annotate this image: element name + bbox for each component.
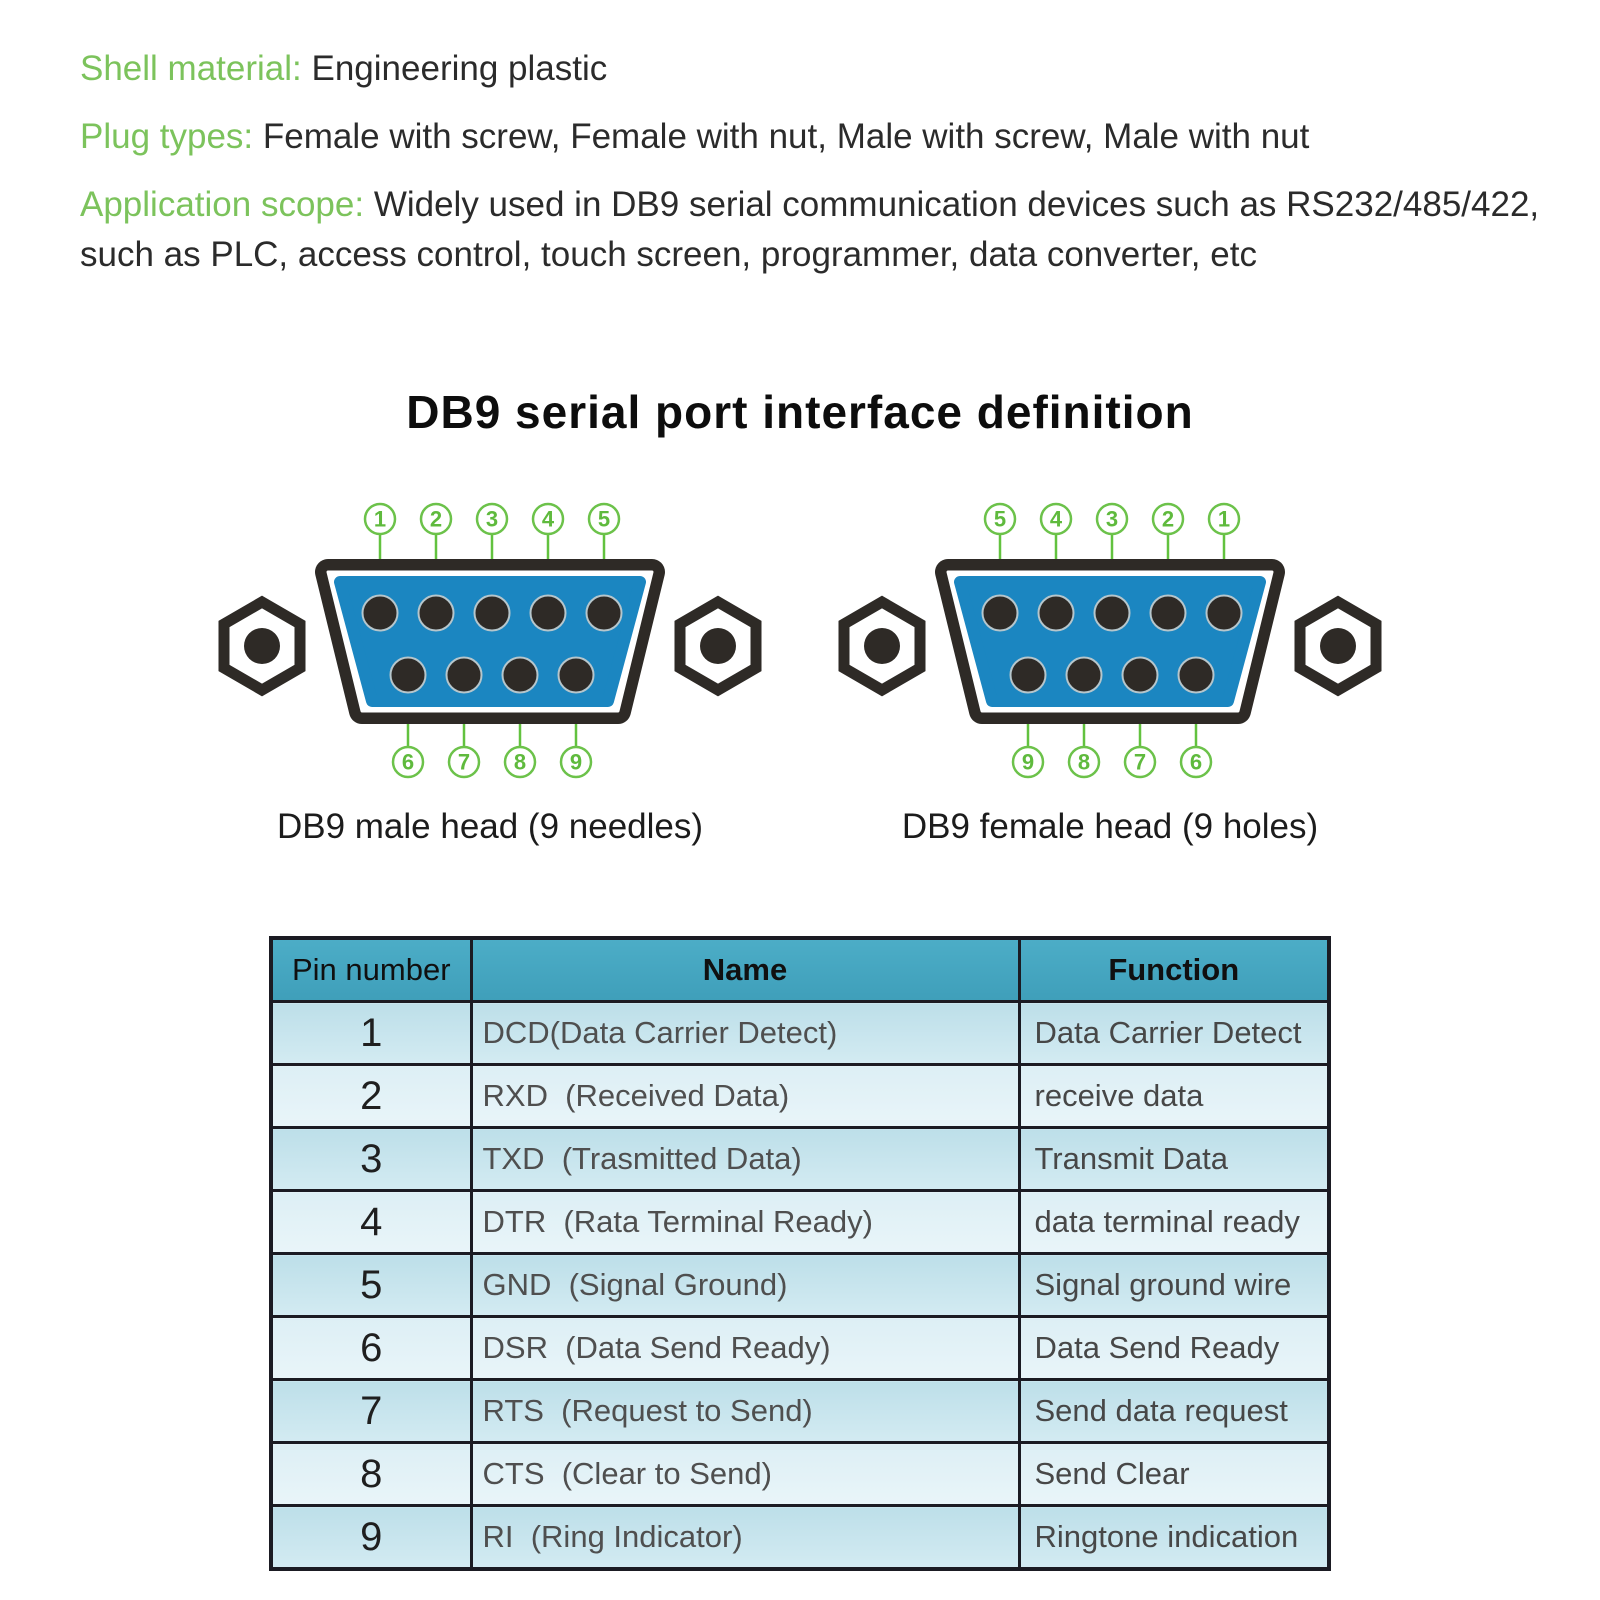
table-row <box>271 1254 1329 1317</box>
female-caption: DB9 female head (9 holes) <box>901 807 1319 846</box>
pin-function-cell: Data Send Ready <box>1019 1317 1329 1380</box>
pin-name-cell: DTR (Rata Terminal Ready) <box>471 1191 1019 1254</box>
pin-name-cell: GND (Signal Ground) <box>471 1254 1019 1317</box>
pin-function-cell: Send Clear <box>1019 1443 1329 1506</box>
connector-shell <box>328 572 652 711</box>
pin-number-label: 5 <box>993 506 1007 532</box>
pin-dot <box>419 596 454 631</box>
spec-label: Shell material: <box>80 49 302 88</box>
pin-number-cell: 4 <box>271 1191 471 1254</box>
pin-dot <box>475 596 510 631</box>
pin-name-cell: RTS (Request to Send) <box>471 1380 1019 1443</box>
table-row <box>271 1506 1329 1570</box>
pin-number-cell: 7 <box>271 1380 471 1443</box>
pin-dot <box>587 596 622 631</box>
pin-number-cell: 8 <box>271 1443 471 1506</box>
pin-number-cell: 3 <box>271 1128 471 1191</box>
pin-number-label: 1 <box>373 506 387 532</box>
connector-shell <box>948 572 1272 711</box>
pin-dot <box>983 596 1018 631</box>
pin-number-cell: 9 <box>271 1506 471 1570</box>
pin-number-label: 9 <box>569 749 583 775</box>
left-nut-icon <box>224 602 300 690</box>
table-row <box>271 1191 1329 1254</box>
pin-number-label: 1 <box>1217 506 1231 532</box>
pin-number-label: 9 <box>1021 749 1035 775</box>
spec-shell-material <box>80 44 1542 94</box>
pin-dot <box>1095 596 1130 631</box>
db9-female-diagram <box>830 488 1390 798</box>
right-nut-icon <box>1300 602 1376 690</box>
top-pin-number-badges <box>985 504 1239 534</box>
pin-dot <box>1039 596 1074 631</box>
header-pin-number: Pin number <box>271 938 471 1002</box>
male-caption: DB9 male head (9 needles) <box>276 807 704 846</box>
pin-name-cell: TXD (Trasmitted Data) <box>471 1128 1019 1191</box>
db9-male-diagram <box>210 488 770 798</box>
pin-number-cell: 1 <box>271 1002 471 1065</box>
pin-number-label: 7 <box>457 749 471 775</box>
pin-name-cell: DSR (Data Send Ready) <box>471 1317 1019 1380</box>
top-pin-number-badges <box>365 504 619 534</box>
connector-figures <box>0 488 1600 848</box>
pin-number-label: 8 <box>513 749 527 775</box>
pin-dot <box>1067 658 1102 693</box>
pin-number-label: 3 <box>485 506 499 532</box>
pin-number-label: 7 <box>1133 749 1147 775</box>
table-row <box>271 1380 1329 1443</box>
spec-label: Plug types: <box>80 117 254 156</box>
pin-dot <box>1179 658 1214 693</box>
pin-dot <box>363 596 398 631</box>
pin-number-cell: 5 <box>271 1254 471 1317</box>
table-row <box>271 1128 1329 1191</box>
pin-function-cell: Ringtone indication <box>1019 1506 1329 1570</box>
pin-number-label: 3 <box>1105 506 1119 532</box>
pin-number-cell: 2 <box>271 1065 471 1128</box>
pin-function-cell: Signal ground wire <box>1019 1254 1329 1317</box>
pin-number-label: 4 <box>541 506 555 532</box>
table-row <box>271 1065 1329 1128</box>
pin-function-cell: Transmit Data <box>1019 1128 1329 1191</box>
db9-male-figure <box>210 488 770 848</box>
pin-dot <box>1151 596 1186 631</box>
pin-dot <box>447 658 482 693</box>
table-row <box>271 1317 1329 1380</box>
left-nut-icon <box>844 602 920 690</box>
pin-dot <box>391 658 426 693</box>
pin-name-cell: CTS (Clear to Send) <box>471 1443 1019 1506</box>
pin-function-cell: receive data <box>1019 1065 1329 1128</box>
spec-value: Engineering plastic <box>311 49 608 88</box>
table-row <box>271 1443 1329 1506</box>
header-name: Name <box>471 938 1019 1002</box>
section-title: DB9 serial port interface definition <box>406 386 1194 438</box>
pin-name-cell: RI (Ring Indicator) <box>471 1506 1019 1570</box>
bottom-pin-number-badges <box>393 747 591 777</box>
spec-value: Widely used in DB9 serial communication devices such as RS232/485/422, such as PLC, access control, touch screen, programmer, data converter, etc <box>80 185 1540 274</box>
pin-dot <box>1123 658 1158 693</box>
spec-plug-types <box>80 112 1542 162</box>
table-row <box>271 1002 1329 1065</box>
pin-dot <box>1011 658 1046 693</box>
pin-dot <box>559 658 594 693</box>
pin-number-label: 2 <box>429 506 443 532</box>
pin-function-cell: Data Carrier Detect <box>1019 1002 1329 1065</box>
product-specs <box>0 0 1600 280</box>
pin-name-cell: RXD (Received Data) <box>471 1065 1019 1128</box>
right-nut-icon <box>680 602 756 690</box>
pin-definition-table <box>269 936 1331 1571</box>
header-function: Function <box>1019 938 1329 1002</box>
pin-function-cell: Send data request <box>1019 1380 1329 1443</box>
spec-label: Application scope: <box>80 185 365 224</box>
pin-number-label: 6 <box>401 749 415 775</box>
pin-dot <box>531 596 566 631</box>
pin-number-label: 4 <box>1049 506 1063 532</box>
bottom-pin-number-badges <box>1013 747 1211 777</box>
table-header-row <box>271 938 1329 1002</box>
db9-female-figure <box>830 488 1390 848</box>
spec-value: Female with screw, Female with nut, Male with screw, Male with nut <box>262 117 1310 156</box>
pin-number-label: 2 <box>1161 506 1175 532</box>
pin-number-label: 6 <box>1189 749 1203 775</box>
spec-application-scope <box>80 180 1542 280</box>
pin-dot <box>1207 596 1242 631</box>
pin-function-cell: data terminal ready <box>1019 1191 1329 1254</box>
pin-number-cell: 6 <box>271 1317 471 1380</box>
pin-number-label: 8 <box>1077 749 1091 775</box>
pin-dot <box>503 658 538 693</box>
pin-name-cell: DCD(Data Carrier Detect) <box>471 1002 1019 1065</box>
pin-number-label: 5 <box>597 506 611 532</box>
